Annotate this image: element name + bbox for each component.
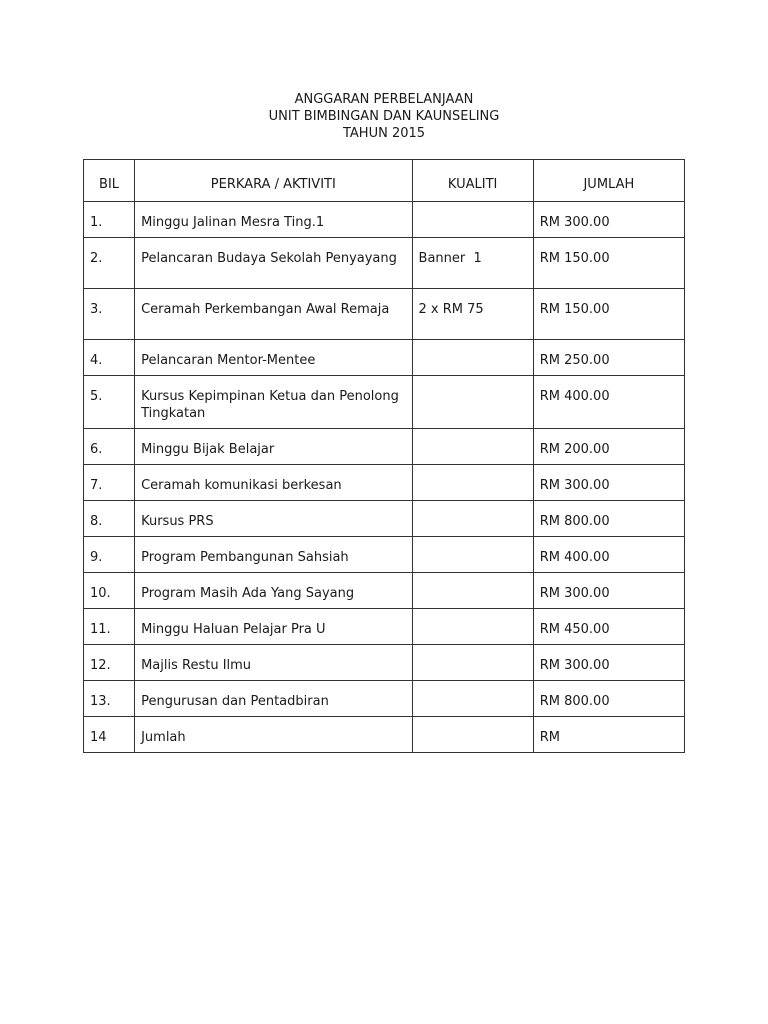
cell-perkara: Minggu Haluan Pelajar Pra U (135, 609, 412, 645)
column-header-jumlah: JUMLAH (533, 160, 684, 202)
cell-jumlah: RM 400.00 (533, 537, 684, 573)
cell-kualiti (412, 645, 533, 681)
cell-bil: 7. (84, 465, 135, 501)
cell-bil: 4. (84, 340, 135, 376)
table-row (84, 501, 685, 537)
title-line-1: ANGGARAN PERBELANJAAN (294, 92, 474, 107)
cell-kualiti (412, 465, 533, 501)
cell-kualiti (412, 340, 533, 376)
table-row (84, 340, 685, 376)
cell-perkara: Majlis Restu Ilmu (135, 645, 412, 681)
cell-perkara: Minggu Bijak Belajar (135, 429, 412, 465)
cell-kualiti (412, 717, 533, 753)
column-header-bil: BIL (84, 160, 135, 202)
cell-perkara: Program Pembangunan Sahsiah (135, 537, 412, 573)
cell-bil: 5. (84, 376, 135, 429)
cell-kualiti: 2 x RM 75 (412, 289, 533, 340)
table-row (84, 376, 685, 429)
cell-jumlah: RM 800.00 (533, 681, 684, 717)
document-title (0, 91, 768, 142)
cell-perkara: Program Masih Ada Yang Sayang (135, 573, 412, 609)
table-row (84, 289, 685, 340)
column-header-perkara: PERKARA / AKTIVITI (135, 160, 412, 202)
cell-perkara: Pelancaran Mentor-Mentee (135, 340, 412, 376)
cell-jumlah: RM 300.00 (533, 465, 684, 501)
cell-jumlah: RM 400.00 (533, 376, 684, 429)
table-row (84, 681, 685, 717)
title-line-2: UNIT BIMBINGAN DAN KAUNSELING (268, 109, 500, 124)
title-line-3: TAHUN 2015 (342, 126, 426, 141)
cell-bil: 10. (84, 573, 135, 609)
cell-bil: 13. (84, 681, 135, 717)
cell-bil: 9. (84, 537, 135, 573)
table-body (84, 202, 685, 753)
cell-bil: 2. (84, 238, 135, 289)
cell-kualiti (412, 202, 533, 238)
cell-bil: 6. (84, 429, 135, 465)
cell-kualiti (412, 681, 533, 717)
cell-jumlah: RM 150.00 (533, 289, 684, 340)
cell-perkara: Pengurusan dan Pentadbiran (135, 681, 412, 717)
cell-perkara: Ceramah komunikasi berkesan (135, 465, 412, 501)
cell-kualiti: Banner 1 (412, 238, 533, 289)
cell-perkara: Kursus Kepimpinan Ketua dan Penolong Tingkatan (135, 376, 412, 429)
cell-jumlah: RM 250.00 (533, 340, 684, 376)
cell-jumlah: RM 300.00 (533, 202, 684, 238)
table-row (84, 645, 685, 681)
cell-jumlah: RM (533, 717, 684, 753)
cell-perkara: Minggu Jalinan Mesra Ting.1 (135, 202, 412, 238)
table-row (84, 238, 685, 289)
cell-perkara: Pelancaran Budaya Sekolah Penyayang (135, 238, 412, 289)
budget-table (83, 159, 685, 753)
table-row (84, 573, 685, 609)
cell-kualiti (412, 376, 533, 429)
cell-bil: 1. (84, 202, 135, 238)
cell-bil: 8. (84, 501, 135, 537)
cell-jumlah: RM 300.00 (533, 573, 684, 609)
cell-kualiti (412, 429, 533, 465)
cell-kualiti (412, 537, 533, 573)
table-row (84, 465, 685, 501)
cell-bil: 12. (84, 645, 135, 681)
cell-perkara: Jumlah (135, 717, 412, 753)
cell-kualiti (412, 501, 533, 537)
cell-jumlah: RM 150.00 (533, 238, 684, 289)
cell-jumlah: RM 300.00 (533, 645, 684, 681)
cell-bil: 14 (84, 717, 135, 753)
cell-jumlah: RM 800.00 (533, 501, 684, 537)
cell-jumlah: RM 450.00 (533, 609, 684, 645)
cell-bil: 3. (84, 289, 135, 340)
column-header-kualiti: KUALITI (412, 160, 533, 202)
cell-perkara: Kursus PRS (135, 501, 412, 537)
table-header-row (84, 160, 685, 202)
cell-kualiti (412, 573, 533, 609)
table-row (84, 429, 685, 465)
table-row (84, 202, 685, 238)
table-row-total (84, 717, 685, 753)
table-row (84, 537, 685, 573)
cell-kualiti (412, 609, 533, 645)
cell-bil: 11. (84, 609, 135, 645)
table-row (84, 609, 685, 645)
cell-perkara: Ceramah Perkembangan Awal Remaja (135, 289, 412, 340)
cell-jumlah: RM 200.00 (533, 429, 684, 465)
